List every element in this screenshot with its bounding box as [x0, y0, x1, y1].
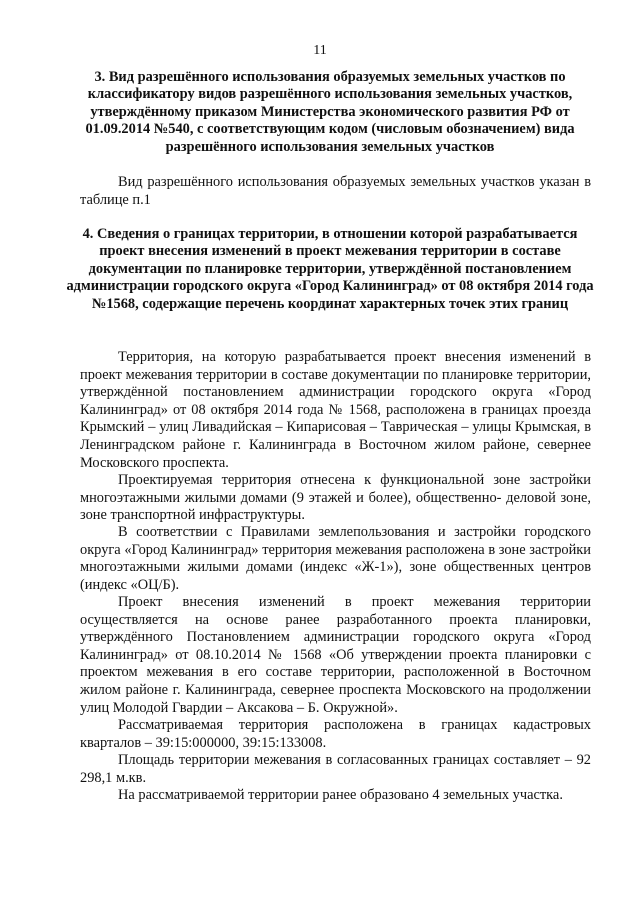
page-number: 11	[313, 43, 327, 58]
paragraph-area: Площадь территории межевания в согласованных границах составляет – 92 298,1 м.кв.	[80, 752, 591, 786]
paragraph-land-plots: На рассматриваемой территории ранее образовано 4 земельных участка.	[118, 787, 563, 803]
paragraph-project-basis: Проект внесения изменений в проект межевания территории осуществляется на основе ранее разработанного проекта планировки, утверждённого Постановлением администрации городского округа «Город Калининград» от 08.10.2014 № 1568 «Об утверждении проекта планировки с проектом межевания в его составе территории, расположенной в Восточном жилом районе г. Калининграда, севернее проспекта Московского на продолжении улиц Молодой Гвардии – Аксакова – Б. Окружной».	[80, 594, 591, 716]
paragraph-territory-location: Территория, на которую разрабатывается проект внесения изменений в проект межевания территории в составе документации по планировке территории, утверждённой постановлением администрации городского округа «Город Калининград» от 08 октября 2014 года № 1568, расположена в границах проезда Крымский – улиц Ливадийская – Кипарисовая – Таврическая – улицы Крымская, в Ленинградском районе г. Калининграда в Восточном жилом районе, севернее Московского проспекта.	[80, 349, 591, 471]
section-4-heading: 4. Сведения о границах территории, в отношении которой разрабатывается проект внесения изменений в проект межевания территории в составе документации по планировке территории, утверждённой постановлением администрации городского округа «Город Калининград» от 08 октября 2014 года №1568, содержащие перечень координат характерных точек этих границ	[66, 226, 594, 312]
paragraph-cadastral-quarters: Рассматриваемая территория расположена в границах кадастровых кварталов – 39:15:000000, 39:15:133008.	[80, 717, 591, 751]
paragraph-functional-zone: Проектируемая территория отнесена к функциональной зоне застройки многоэтажными жилыми домами (9 этажей и более), общественно- деловой зоне, зоне транспортной инфраструктуры.	[80, 472, 591, 524]
section-3-text: Вид разрешённого использования образуемых земельных участков указан в таблице п.1	[80, 174, 591, 208]
paragraph-zoning-rules: В соответствии с Правилами землепользования и застройки городского округа «Город Калининград» территория межевания расположена в зоне застройки многоэтажными жилыми домами (индекс «Ж-1»), зоне общественных центров (индекс «ОЦ/Б).	[80, 524, 591, 593]
section-3-heading: 3. Вид разрешённого использования образуемых земельных участков по классификатору видов разрешённого использования земельных участков, утверждённому приказом Министерства экономического развития РФ от 01.09.2014 №540, с соответствующим кодом (числовым обозначением) вида разрешённого использования земельных участков	[85, 69, 575, 155]
